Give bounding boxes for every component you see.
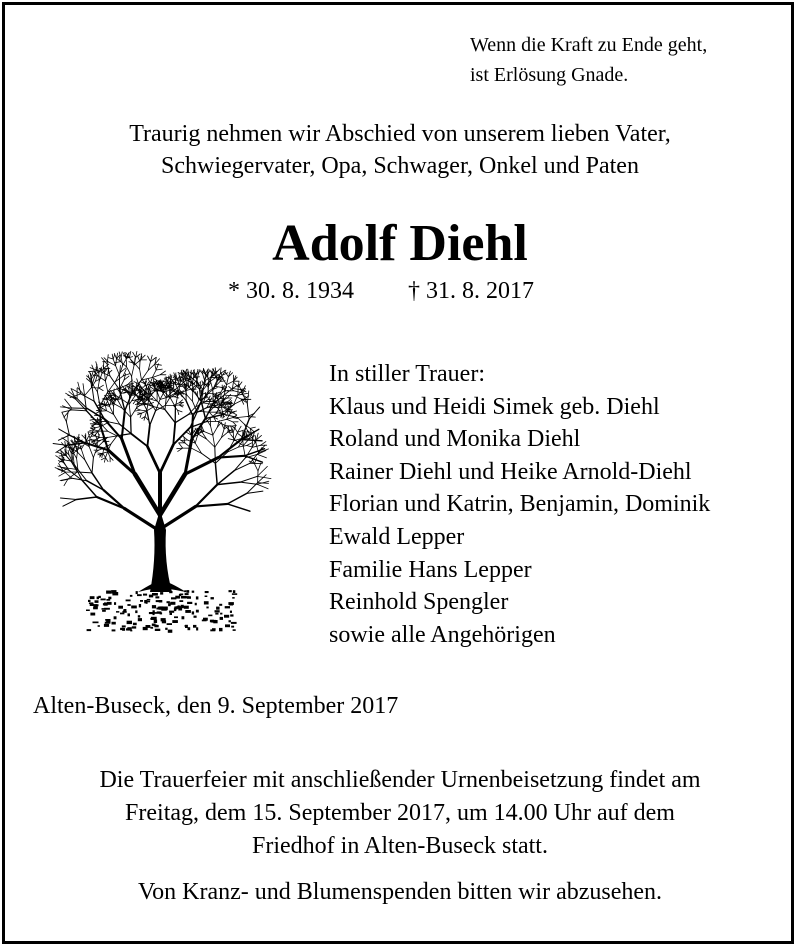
mourner-entry: Reinhold Spengler	[329, 589, 509, 616]
closing-note: Von Kranz- und Blumenspenden bitten wir abzusehen.	[137, 879, 663, 905]
death-date: † 31. 8. 2017	[408, 278, 534, 304]
epigraph-line: Wenn die Kraft zu Ende geht,	[470, 34, 708, 56]
intro-line: Schwiegervater, Opa, Schwager, Onkel und Paten	[161, 153, 639, 179]
birth-date: * 30. 8. 1934	[228, 278, 354, 304]
mourner-entry: Roland und Monika Diehl	[329, 426, 581, 453]
deceased-name: Adolf Diehl	[272, 215, 528, 272]
service-line: Friedhof in Alten-Buseck statt.	[252, 833, 548, 859]
mourner-entry: sowie alle Angehörigen	[329, 621, 556, 648]
intro-text	[0, 118, 800, 182]
mourner-entry: Florian und Katrin, Benjamin, Dominik	[329, 491, 711, 518]
mourner-entry: Klaus und Heidi Simek geb. Diehl	[329, 393, 660, 420]
service-line: Freitag, dem 15. September 2017, um 14.00 Uhr auf dem	[125, 800, 675, 826]
mourners-list	[329, 358, 710, 651]
mourner-entry: Ewald Lepper	[329, 523, 465, 550]
service-info	[0, 764, 800, 863]
place-and-date: Alten-Buseck, den 9. September 2017	[33, 693, 399, 719]
tree-icon	[46, 330, 276, 640]
mourner-entry: Rainer Diehl und Heike Arnold-Diehl	[329, 458, 692, 485]
mourner-entry: Familie Hans Lepper	[329, 556, 532, 583]
epigraph-line: ist Erlösung Gnade.	[470, 64, 629, 86]
service-line: Die Trauerfeier mit anschließender Urnenbeisetzung findet am	[99, 767, 701, 793]
mourners-heading: In stiller Trauer:	[329, 361, 485, 387]
intro-line: Traurig nehmen wir Abschied von unserem lieben Vater,	[129, 121, 671, 147]
life-dates	[228, 274, 534, 308]
epigraph	[470, 30, 707, 90]
